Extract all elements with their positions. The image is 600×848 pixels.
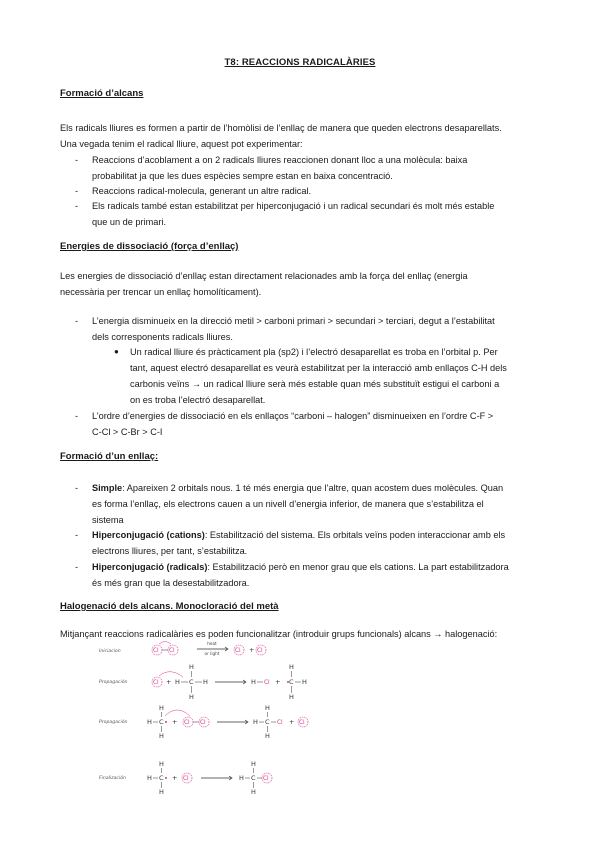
step-label: Propagación	[99, 720, 128, 725]
plus-sign: +	[249, 646, 255, 654]
chlorine-atom: Cl	[153, 648, 159, 654]
paragraph-line: Una vegada tenim el radical lliure, aquest pot experimentar:	[60, 139, 303, 149]
carbon-atom: C	[265, 718, 270, 726]
plus-sign: +	[172, 774, 178, 782]
hydrogen-atom: H	[159, 788, 164, 796]
carbon-atom: C	[251, 774, 256, 782]
carbon-radical: C	[289, 678, 294, 686]
heading-formacio-alcans: Formació d’alcans	[60, 88, 144, 99]
step-label: Propagación	[99, 680, 128, 685]
list-item-line: es forma l’enllaç, els electrons cauen a un nivell d’energia inferior, de manera que s’estabilitza el	[92, 499, 484, 509]
list-item-line: dels corresponents radicals lliures.	[92, 332, 233, 342]
hydrogen-atom: H	[302, 678, 307, 686]
hydrogen-atom: H	[189, 693, 194, 701]
list-item-line: C-Cl > C-Br > C-I	[92, 427, 163, 437]
curved-arrow	[165, 710, 190, 716]
hydrogen-atom: H	[251, 788, 256, 796]
list-item-text: : Apareixen 2 orbitals nous. 1 té més energia que l’altre, quan acostem dues molècules. Quan	[122, 483, 504, 493]
list-item-line: Els radicals també estan estabilitzat per hiperconjugació i un radical secundari és molt més estable	[92, 201, 495, 211]
carbon-radical: C	[159, 774, 164, 782]
chlorine-radical: Cl	[153, 680, 159, 686]
initiation-step	[152, 641, 266, 656]
hydrogen-atom: H	[159, 704, 164, 712]
page-title: T8: REACCIONS RADICALÀRIES	[224, 57, 376, 68]
list-item-line: que un de primari.	[92, 217, 167, 227]
plus-sign: +	[289, 718, 295, 726]
unpaired-electron	[287, 681, 289, 683]
list-item-line: és més gran que la desestabilitzadora.	[92, 578, 250, 588]
sub-item-line: on es troba l’electró desaparellat.	[130, 395, 266, 405]
condition-label: heat	[207, 641, 217, 646]
chlorine-radical: Cl	[299, 720, 305, 726]
curved-arrow	[159, 672, 183, 677]
hydrogen-atom: H	[147, 718, 152, 726]
list-dash: -	[75, 316, 79, 326]
heading-energies-dissociacio: Energies de dissociació (força d’enllaç)	[60, 241, 239, 252]
termination-step	[147, 760, 272, 796]
hydrogen-atom: H	[147, 774, 152, 782]
list-item-line	[92, 480, 547, 496]
list-item-line: L’ordre d’energies de dissociació en els enllaços “carboni – halogen” disminueixen en l’ordre C-F >	[92, 411, 494, 421]
term-simple: Simple	[92, 483, 123, 493]
term-hiperconjugacio-radicals: Hiperconjugació (radicals)	[92, 562, 208, 572]
sub-item-line: Un radical lliure és pràcticament pla (sp2) i l’electró desaparellat es troba en l’orbital p. Per	[130, 347, 498, 357]
heading-halogenacio: Halogenació dels alcans. Monocloració del metà	[60, 601, 279, 612]
hydrogen-atom: H	[253, 718, 258, 726]
plus-sign: +	[172, 718, 178, 726]
list-dash: -	[75, 483, 79, 493]
propagation-step-1	[152, 663, 307, 701]
chlorine-atom: Cl	[277, 720, 283, 726]
sub-item-line: carbonis veïns → un radical lliure serà més estable quan més substituït estigui el carboni a	[130, 379, 500, 389]
plus-sign: +	[275, 678, 281, 686]
list-dash: -	[75, 155, 79, 165]
list-dash: -	[75, 562, 79, 572]
list-item-line: Reaccions radical-molecula, generant un altre radical.	[92, 186, 312, 196]
list-item-line: probabilitat ja que les dues espècies sempre estan en baixa concentració.	[92, 171, 393, 181]
heading-formacio-enllac: Formació d’un enllaç:	[60, 451, 159, 462]
plus-sign: +	[166, 678, 172, 686]
hydrogen-atom: H	[159, 732, 164, 740]
chlorine-radical: Cl	[257, 648, 263, 654]
hydrogen-atom: H	[289, 663, 294, 671]
list-dash: -	[75, 201, 79, 211]
list-item-line: L’energia disminueix en la direcció metil > carboni primari > secundari > terciari, degut a l’estabilitat	[92, 316, 495, 326]
paragraph-line: Mitjançant reaccions radicalàries es poden funcionalitzar (introduir grups funcionals) alcans → halogenació:	[60, 629, 498, 639]
chlorine-radical: Cl	[183, 776, 189, 782]
curved-arrow	[159, 642, 171, 645]
chlorine-atom: Cl	[264, 680, 270, 686]
chlorine-atom: Cl	[184, 720, 190, 726]
term-hiperconjugacio-cations: Hiperconjugació (cations)	[92, 530, 205, 540]
propagation-step-2	[147, 704, 308, 740]
hydrogen-atom: H	[251, 678, 256, 686]
condition-label: or light	[204, 651, 220, 656]
chlorine-atom: Cl	[169, 648, 175, 654]
list-dash: -	[75, 530, 79, 540]
carbon-atom: C	[189, 678, 194, 686]
hydrogen-atom: H	[265, 704, 270, 712]
hydrogen-atom: H	[203, 678, 208, 686]
list-item-line	[92, 559, 547, 575]
list-item-line	[92, 527, 547, 543]
list-dash: -	[75, 186, 79, 196]
carbon-radical: C	[159, 718, 164, 726]
paragraph-line: necessària per trencar un enllaç homolíticament).	[60, 287, 262, 297]
hydrogen-atom: H	[265, 732, 270, 740]
unpaired-electron	[165, 777, 167, 779]
list-item-text: : Estabilització però en menor grau que els cations. La part estabilitzadora	[207, 562, 509, 572]
chlorine-atom: Cl	[263, 776, 269, 782]
list-item-text: : Estabilització del sistema. Els orbitals veïns poden interaccionar amb els	[204, 530, 506, 540]
chlorine-radical: Cl	[235, 648, 241, 654]
sub-item-line: tant, aquest electró desaparellat es veurà estabilitzat per la interacció amb enllaços C-H dels	[130, 363, 507, 373]
hydrogen-atom: H	[251, 760, 256, 768]
paragraph-line: Els radicals lliures es formen a partir de l’homòlisi de l’enllaç de manera que queden electrons desaparellats.	[60, 123, 502, 133]
hydrogen-atom: H	[289, 693, 294, 701]
bullet-dot: ●	[114, 347, 119, 356]
step-label: Iniciacion	[99, 649, 121, 654]
list-item-line: sistema	[92, 515, 124, 525]
step-label: Finalización	[99, 776, 126, 781]
list-item-line: Reaccions d’acoblament a on 2 radicals lliures reaccionen donant lloc a una molècula: baixa	[92, 155, 468, 165]
hydrogen-atom: H	[239, 774, 244, 782]
hydrogen-atom: H	[189, 663, 194, 671]
chlorination-mechanism-figure	[95, 640, 325, 815]
hydrogen-atom: H	[159, 760, 164, 768]
list-dash: -	[75, 411, 79, 421]
list-item-line: electrons lliures, per tant, s’estabilitza.	[92, 546, 248, 556]
unpaired-electron	[165, 721, 167, 723]
paragraph-line: Les energies de dissociació d’enllaç estan directament relacionades amb la força del enllaç (energia	[60, 271, 468, 281]
chlorine-atom: Cl	[200, 720, 206, 726]
hydrogen-atom: H	[175, 678, 180, 686]
